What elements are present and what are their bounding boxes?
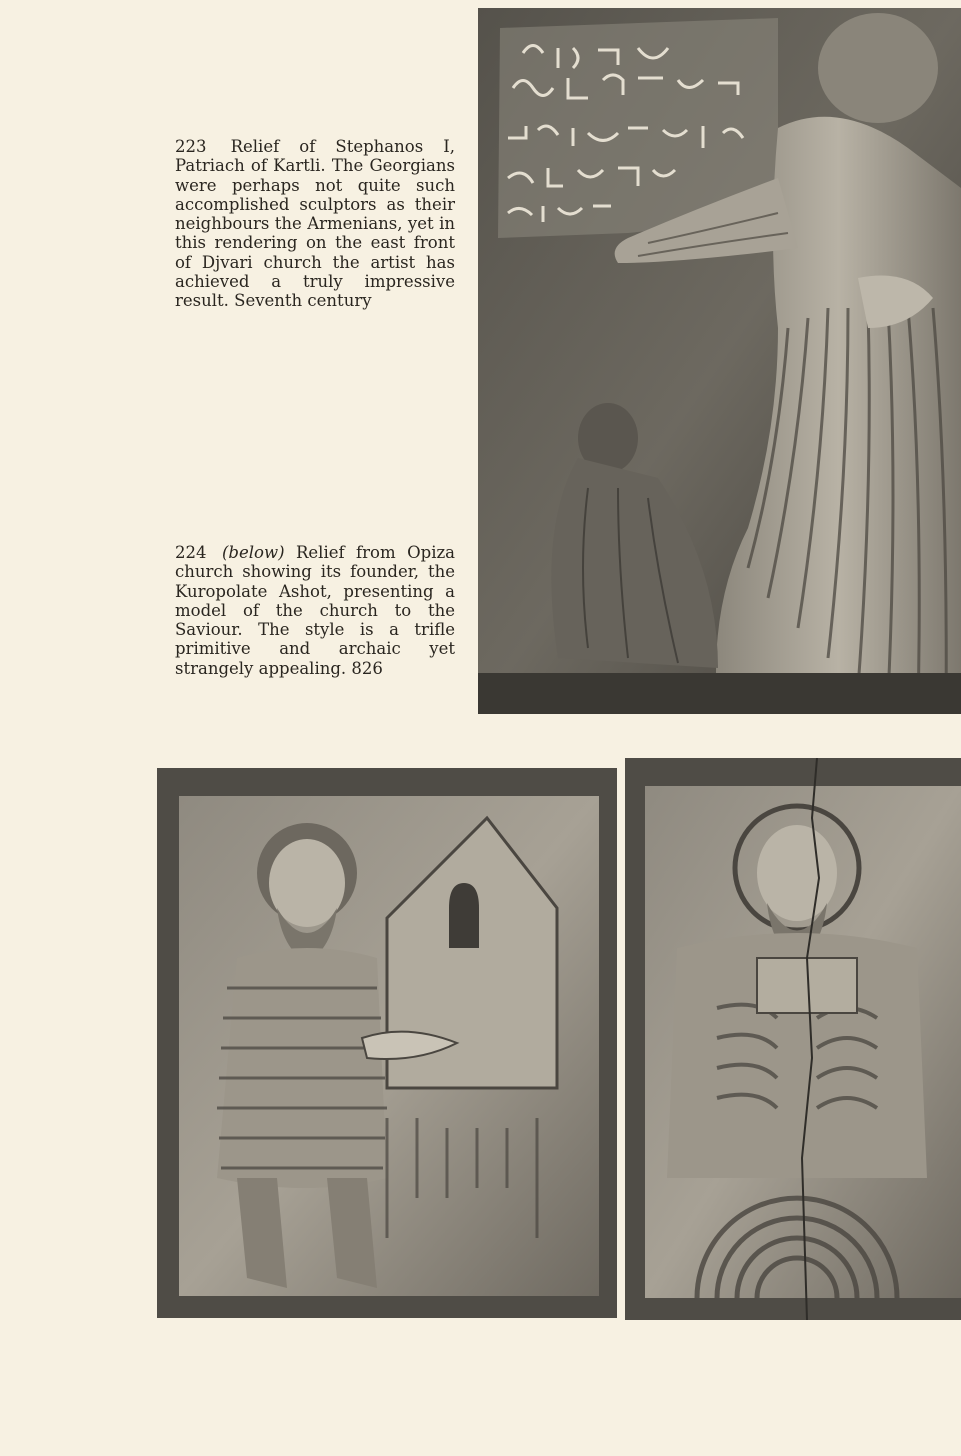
caption-text: Relief from Opiza church showing its founder, the Kuropolate Ashot, presenting a model of the church to the Saviour. The style is a trifle primitive and archaic yet strangely appealing. 826 xyxy=(175,543,455,678)
caption-direction: (below) xyxy=(221,543,285,562)
caption-text: Relief of Stephanos I, Patriach of Kartli. The Georgians were perhaps not quite such accomplished sculptors as their neighbours the Armenians, yet in this rendering on the east front of Djvari church the artist has achieved a truly impressive result. Seventh century xyxy=(175,137,456,311)
relief-stephanos-image xyxy=(478,8,961,714)
caption-fig-223 xyxy=(175,137,455,311)
caption-fig-224 xyxy=(175,543,455,678)
photo-relief-opiza xyxy=(157,758,961,1320)
relief-opiza-image xyxy=(157,758,961,1320)
caption-number: 224 xyxy=(175,543,207,562)
caption-number: 223 xyxy=(175,137,207,156)
photo-relief-stephanos xyxy=(478,8,961,714)
